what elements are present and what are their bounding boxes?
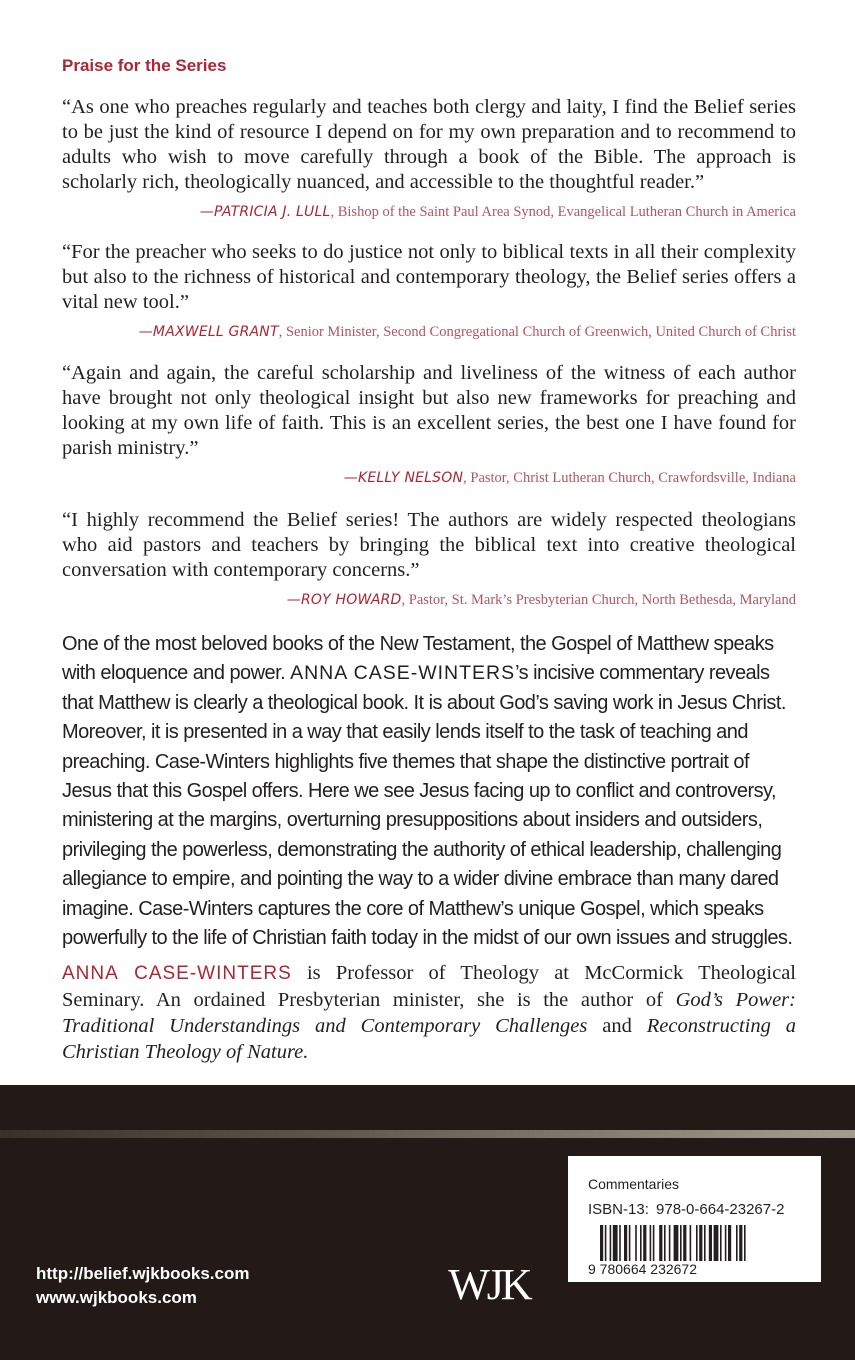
quote-attribution (287, 592, 796, 609)
description-intro: One of the most beloved books of the New Testament, the Gospel of Matthew speaks with eloquence and power. (62, 633, 774, 685)
barcode-bar (699, 1225, 702, 1261)
series-url-link[interactable]: http://belief.wjkbooks.com (36, 1264, 250, 1283)
barcode-bar (720, 1225, 722, 1261)
wjk-logo: WJK (448, 1260, 530, 1309)
barcode-bar (640, 1225, 642, 1261)
quote-author: —MAXWELL GRANT (138, 324, 279, 340)
isbn-number: ISBN-13: 978-0-664-23267-2 (588, 1201, 785, 1218)
bio-author-name: ANNA CASE-WINTERS (62, 963, 292, 984)
barcode-bar (696, 1225, 698, 1261)
quote-text: “For the preacher who seeks to do justice not only to biblical texts in all their complexity but also to the richness of historical and contemporary theology, the Belief series offers a vital new tool.” (62, 241, 796, 313)
footer-stripe (0, 1130, 855, 1138)
author-bio (62, 960, 796, 1065)
quote-author-title: , Pastor, Christ Lutheran Church, Crawfordsville, Indiana (463, 470, 796, 486)
quote-author-title: , Bishop of the Saint Paul Area Synod, Evangelical Lutheran Church in America (330, 204, 796, 220)
barcode-bar (664, 1225, 666, 1261)
category-label: Commentaries (588, 1176, 680, 1192)
praise-heading: Praise for the Series (62, 56, 227, 75)
barcode-bar (619, 1225, 621, 1261)
barcode-bar (683, 1225, 686, 1261)
barcode-bar (725, 1225, 727, 1261)
quote-author: —ROY HOWARD (286, 592, 402, 608)
quote-attribution (344, 470, 796, 487)
publisher-url-link[interactable]: www.wjkbooks.com (36, 1288, 197, 1307)
barcode-bar (739, 1225, 742, 1261)
quote-author-title: , Senior Minister, Second Congregational Church of Greenwich, United Church of Christ (278, 324, 796, 340)
quote-text: “Again and again, the careful scholarship and liveliness of the witness of each author have brought not only theological insight but also new frameworks for preaching and looking at my own life of faith. This is an excellent series, the best one I have found for parish ministry.” (62, 362, 796, 459)
barcode-bar (704, 1225, 706, 1261)
barcode-bar (643, 1225, 646, 1261)
barcode-bar (600, 1225, 603, 1261)
barcode-bar (728, 1225, 731, 1261)
barcode-bar (674, 1225, 679, 1261)
barcode-bar (744, 1225, 746, 1261)
barcode-bar (680, 1225, 682, 1261)
quote-author: —PATRICIA J. LULL (199, 204, 331, 220)
barcode-bar (605, 1225, 607, 1261)
barcode-bar (690, 1225, 692, 1261)
barcode-bar (714, 1225, 719, 1261)
barcode-bar (669, 1225, 671, 1261)
barcode-bar (613, 1225, 618, 1261)
quote-author-title: , Pastor, St. Mark’s Presbyterian Church, North Bethesda, Maryland (401, 592, 796, 608)
book-description (62, 630, 796, 953)
barcode-bar (629, 1225, 631, 1261)
bio-text: is Professor of Theology at McCormick Theological Seminary. An ordained Presbyterian minister, she is the author of (62, 962, 796, 1011)
quote-attribution (200, 204, 796, 221)
description-body: ’s incisive commentary reveals that Matthew is clearly a theological book. It is about God’s saving work in Jesus Christ. Moreover, it is presented in a way that easily lends itself to the task of teaching and preaching. Case-Winters highlights five themes that shape the distinctive portrait of Jesus that this Gospel offers. Here we see Jesus facing up to conflict and controversy, ministering at the margins, overturning presuppositions about insiders and outsiders, privileging the powerless, demonstrating the authority of ethical leadership, challenging allegiance to empire, and pointing the way to a wider divine embrace than many dared imagine. Case-Winters captures the core of Matthew’s unique Gospel, which speaks powerfully to the life of Christian faith today in the midst of our own issues and struggles. (62, 662, 793, 950)
barcode-bar (610, 1225, 612, 1261)
quote-text: “I highly recommend the Belief series! The authors are widely respected theologians who aid pastors and teachers by bringing the biblical text into creative theological conversation with contemporary concerns.” (62, 509, 796, 581)
bio-text: and (587, 1015, 647, 1037)
isbn-box (568, 1156, 821, 1282)
bio-book-title: Reconstructing a Christian Theology of Nature. (62, 1015, 796, 1063)
barcode-bar (624, 1225, 627, 1261)
barcode-icon (588, 1225, 800, 1276)
barcode-bar (635, 1225, 637, 1261)
barcode-bar (736, 1225, 738, 1261)
barcode-bar (653, 1225, 655, 1261)
quote-author: —KELLY NELSON (343, 470, 464, 486)
barcode-bar (659, 1225, 662, 1261)
quote-text: “As one who preaches regularly and teaches both clergy and laity, I find the Belief series to be just the kind of resource I depend on for my own preparation and to recommend to adults who wish to move carefully through a book of the Bible. The approach is scholarly rich, theologically nuanced, and accessible to the thoughtful reader.” (62, 96, 796, 193)
barcode-bar (650, 1225, 652, 1261)
quote-attribution (139, 324, 796, 341)
barcode-bar (709, 1225, 712, 1261)
bio-book-title: God’s Power: Traditional Understandings and Contemporary Challenges (62, 989, 796, 1037)
barcode-digits: 9 780664 232672 (588, 1261, 697, 1276)
description-author: ANNA CASE-WINTERS (290, 662, 516, 685)
